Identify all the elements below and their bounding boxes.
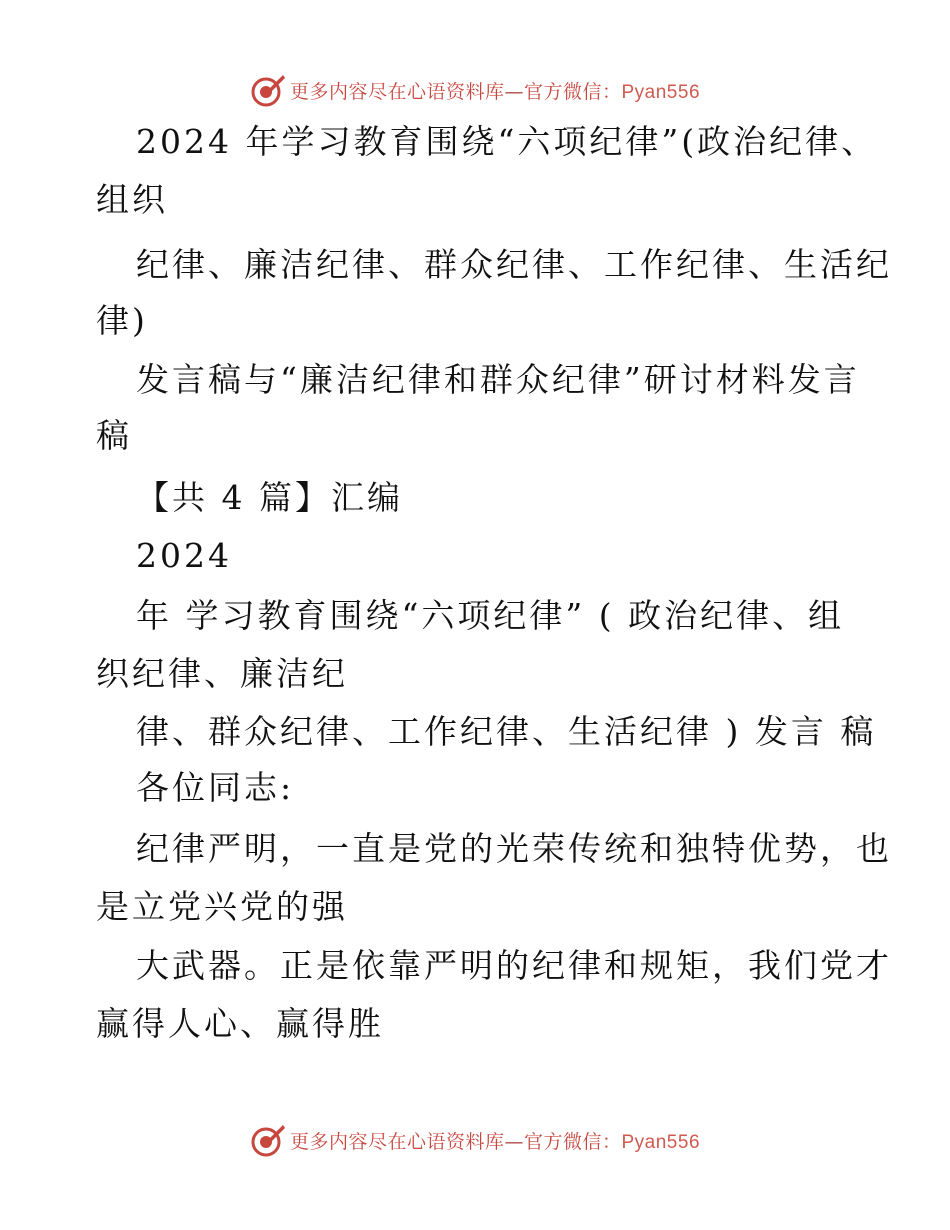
doc-line-2: 组织 [96,180,168,219]
watermark-separator: — [504,1130,524,1153]
doc-line-1: 2024 年学习教育围绕“六项纪律”(政治纪律、 [136,122,878,161]
doc-line-5: 发言稿与“廉洁纪律和群众纪律”研讨材料发言 [136,360,860,399]
header-watermark [0,70,950,110]
doc-line-12: 各位同志: [136,768,295,807]
doc-line-7: 【共 4 篇】汇编 [136,478,403,517]
doc-line-11: 律、群众纪律、工作纪律、生活纪律 ) 发言 稿 [136,712,877,751]
watermark-channel-text: 官方微信： [523,80,622,103]
watermark-id-text: Pyan556 [621,81,701,103]
doc-line-15: 大武器。正是依靠严明的纪律和规矩，我们党才 [136,946,892,985]
doc-line-8: 2024 [136,536,232,575]
watermark-channel-text: 官方微信： [523,1130,622,1153]
watermark-id-text: Pyan556 [621,1131,701,1153]
doc-line-10: 织纪律、廉洁纪 [96,654,348,693]
watermark-main-text: 更多内容尽在心语资料库 [289,1130,505,1153]
doc-line-16: 赢得人心、赢得胜 [96,1004,384,1043]
watermark-separator: — [504,80,524,103]
footer-watermark [0,1120,950,1160]
quill-logo-icon [250,1122,286,1158]
doc-line-4: 律) [96,301,148,340]
doc-line-14: 是立党兴党的强 [96,887,348,926]
quill-logo-icon [250,72,286,108]
doc-line-9: 年 学习教育围绕“六项纪律” ( 政治纪律、组 [136,596,845,635]
doc-line-6: 稿 [96,416,132,455]
watermark-main-text: 更多内容尽在心语资料库 [289,80,505,103]
doc-line-3: 纪律、廉洁纪律、群众纪律、工作纪律、生活纪 [136,245,892,284]
doc-line-13: 纪律严明，一直是党的光荣传统和独特优势，也 [136,829,892,868]
